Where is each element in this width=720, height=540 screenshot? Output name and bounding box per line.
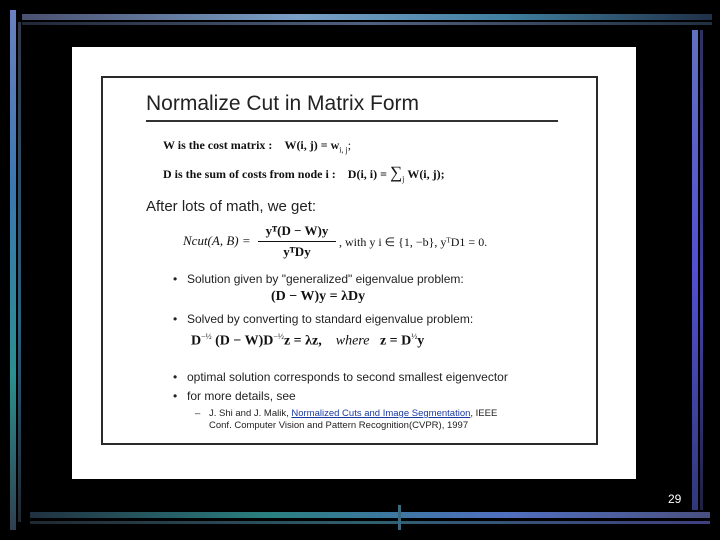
bullet-text: Solved by converting to standard eigenvalue problem: bbox=[187, 312, 474, 326]
ncut-constraint: , with y i ∈ {1, −b}, yᵀD1 = 0. bbox=[339, 235, 488, 249]
definition-d-text: D is the sum of costs from node i : bbox=[163, 167, 336, 181]
standard-eigen-equation bbox=[191, 332, 424, 350]
eq2-where: where bbox=[335, 333, 370, 349]
reference-link[interactable]: Normalized Cuts and Image Segmentation bbox=[291, 408, 471, 419]
bullet-text: optimal solution corresponds to second smallest eigenvector bbox=[187, 370, 508, 384]
decorative-bar-top-secondary bbox=[22, 22, 712, 25]
bullet-marker: • bbox=[173, 272, 178, 286]
eq2-mid-exponent: −½ bbox=[273, 332, 284, 341]
eq2-right: z = D bbox=[379, 333, 412, 349]
decorative-bar-bottom bbox=[30, 512, 710, 518]
reference-authors: J. Shi and J. Malik, bbox=[209, 408, 292, 419]
bullet-text: for more details, see bbox=[187, 389, 296, 403]
title-underline bbox=[146, 120, 558, 122]
reference-dash: – bbox=[195, 408, 201, 419]
eq2-right-exponent: ½ bbox=[411, 332, 418, 341]
generalized-eigen-equation: (D − W)y = λDy bbox=[271, 289, 366, 304]
definition-d-formula: D(i, i) = bbox=[347, 167, 387, 181]
bullet-marker: • bbox=[173, 389, 178, 403]
after-math-text: After lots of math, we get: bbox=[146, 198, 317, 215]
eq2-left: D bbox=[191, 333, 202, 349]
decorative-bar-right-secondary bbox=[700, 30, 703, 510]
ncut-denominator: yᵀDy bbox=[283, 244, 311, 259]
decorative-bar-left bbox=[10, 10, 16, 530]
eq2-z: z = λz, bbox=[283, 333, 322, 349]
decorative-bar-top bbox=[22, 14, 712, 20]
ncut-fraction bbox=[258, 223, 336, 260]
eq2-mid: (D − W)D bbox=[215, 333, 274, 349]
page-number: 29 bbox=[668, 492, 682, 506]
reference bbox=[195, 408, 497, 432]
definition-d-formula-end: W(i, j); bbox=[407, 167, 445, 181]
definition-w-subscript: i, j bbox=[339, 145, 348, 155]
definition-w bbox=[163, 138, 351, 154]
reference-venue-line2: Conf. Computer Vision and Pattern Recognition(CVPR), 1997 bbox=[209, 420, 469, 431]
decorative-bar-left-secondary bbox=[18, 22, 21, 522]
bullet-marker: • bbox=[173, 370, 178, 384]
definition-d bbox=[163, 163, 445, 183]
reference-venue: , IEEE bbox=[470, 408, 498, 419]
decorative-bar-tick bbox=[398, 505, 401, 530]
definition-w-formula: W(i, j) = w bbox=[284, 138, 340, 152]
decorative-bar-right bbox=[692, 30, 698, 510]
bullet-standard bbox=[173, 312, 473, 326]
bullet-text: Solution given by "generalized" eigenvalue problem: bbox=[187, 272, 464, 286]
ncut-numerator: yᵀ(D − W)y bbox=[258, 223, 336, 242]
decorative-bar-bottom-secondary bbox=[30, 521, 710, 524]
bullet-details bbox=[173, 389, 296, 403]
slide-title: Normalize Cut in Matrix Form bbox=[146, 92, 420, 115]
eq2-right-end: y bbox=[417, 333, 425, 349]
definition-w-end: ; bbox=[347, 138, 352, 152]
bullet-optimal bbox=[173, 370, 508, 384]
definition-w-text: W is the cost matrix : bbox=[163, 138, 273, 152]
slide-canvas bbox=[72, 47, 636, 479]
sum-symbol: ∑ bbox=[389, 163, 403, 182]
slide-frame bbox=[101, 76, 598, 445]
bullet-generalized bbox=[173, 272, 464, 286]
ncut-lhs: Ncut(A, B) = bbox=[183, 233, 251, 248]
bullet-marker: • bbox=[173, 312, 178, 326]
eq2-left-exponent: −½ bbox=[201, 332, 212, 341]
sum-subscript: j bbox=[402, 174, 405, 184]
